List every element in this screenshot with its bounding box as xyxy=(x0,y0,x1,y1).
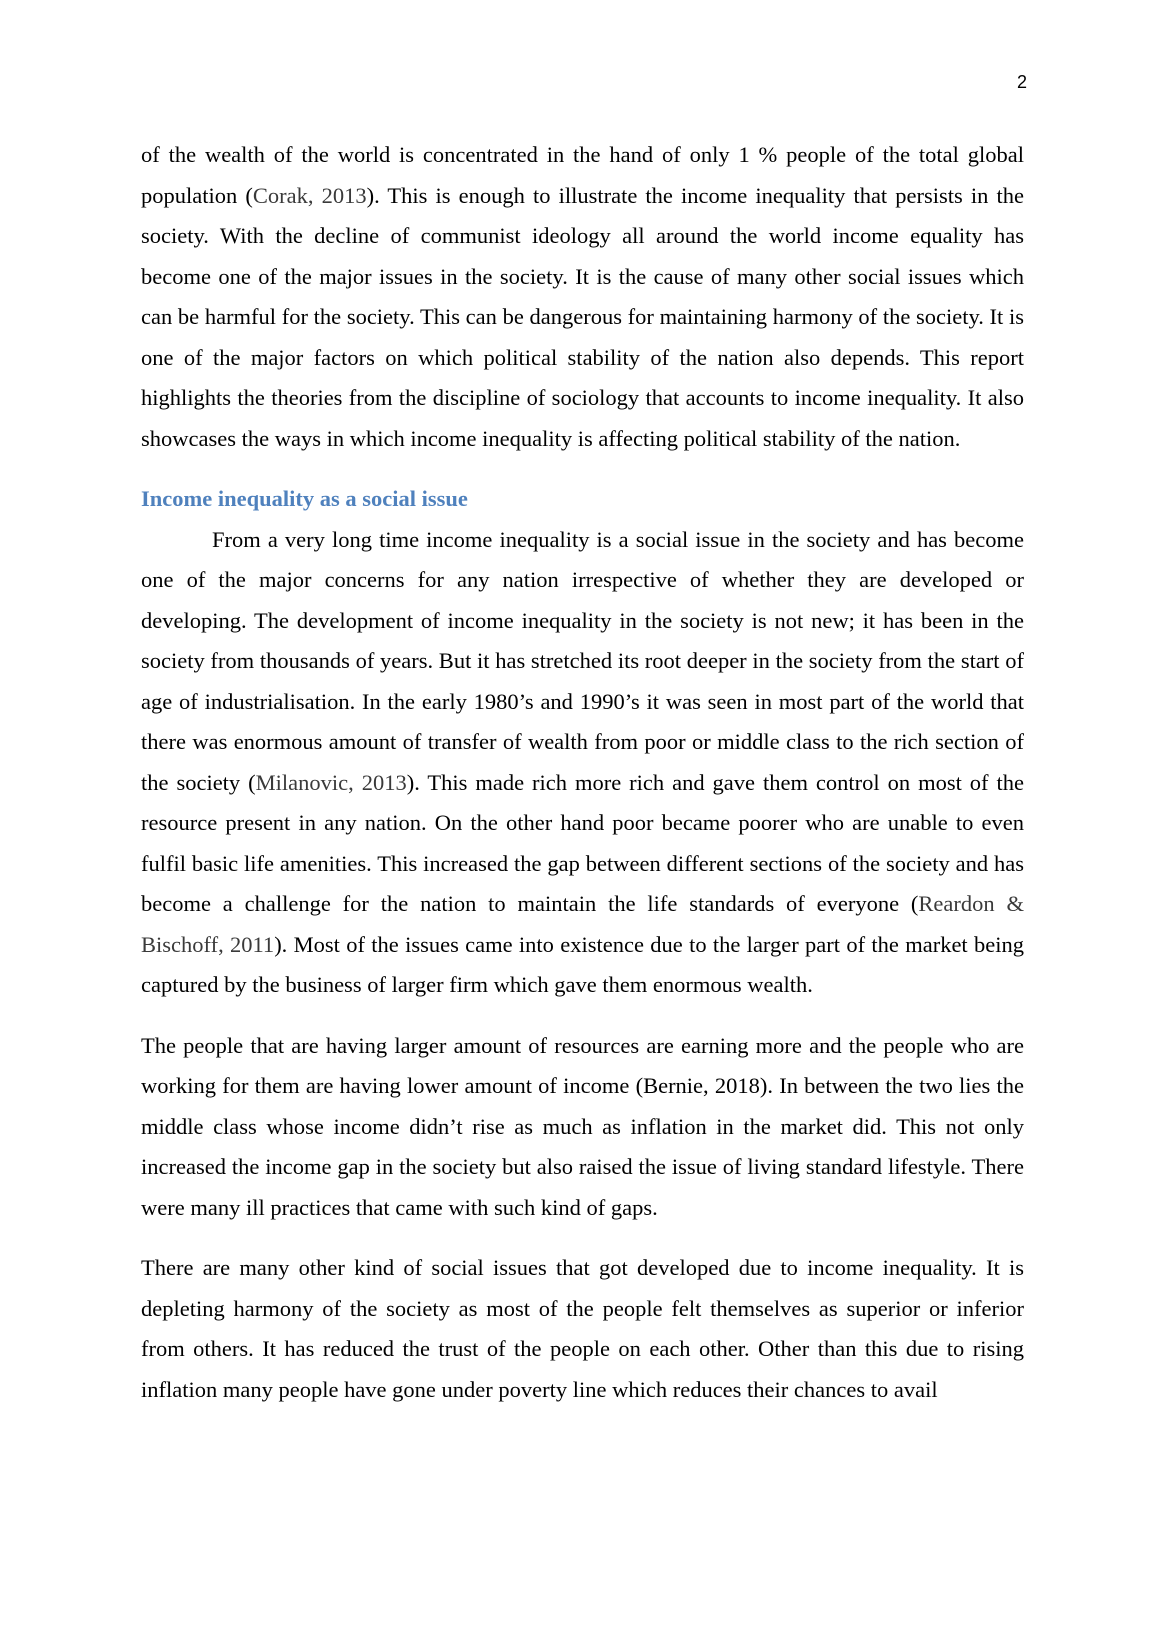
paragraph-intro xyxy=(141,135,1024,459)
paragraph-intro-text-end: ). This is enough to illustrate the income inequality that persists in the society. With the decline of communist ideology all around the world income equality has become one of the major issues in the society. It is the cause of many other social issues which can be harmful for the society. This can be dangerous for maintaining harmony of the society. It is one of the major factors on which political stability of the nation also depends. This report highlights the theories from the discipline of sociology that accounts to income inequality. It also showcases the ways in which income inequality is affecting political stability of the nation. xyxy=(141,182,1024,451)
paragraph-text-part3: ). Most of the issues came into existence due to the larger part of the market being captured by the business of larger firm which gave them enormous wealth. xyxy=(141,931,1024,997)
citation-reardon-bischoff: Reardon & Bischoff, 2011 xyxy=(141,891,1024,957)
paragraph-income-inequality xyxy=(141,520,1024,1006)
paragraph-social-issues: There are many other kind of social issues that got developed due to income inequality. It is depleting harmony of the society as most of the people felt themselves as superior or inferior from others. It has reduced the trust of the people on each other. Other than this due to rising inflation many people have gone under poverty line which reduces their chances to avail xyxy=(141,1255,1024,1402)
citation-corak: Corak, 2013 xyxy=(252,182,367,208)
paragraph-text-part2: ). This made rich more rich and gave them control on most of the resource present in any nation. On the other hand poor became poorer who are unable to even fulfil basic life amenities. This increased the gap between different sections of the society and has become a challenge for the nation to maintain the life standards of everyone ( xyxy=(141,769,1024,916)
section-heading: Income inequality as a social issue xyxy=(141,486,468,511)
citation-milanovic: Milanovic, 2013 xyxy=(255,769,407,795)
page-number: 2 xyxy=(1016,72,1027,92)
paragraph-text-part1: From a very long time income inequality is a social issue in the society and has become one of the major concerns for any nation irrespective of whether they are developed or developing. The development of income inequality in the society is not new; it has been in the society from thousands of years. But it has stretched its root deeper in the society from the start of age of industrialisation. In the early 1980’s and 1990’s it was seen in most part of the world that there was enormous amount of transfer of wealth from poor or middle class to the rich section of the society ( xyxy=(141,526,1024,795)
document-body xyxy=(141,135,1024,1410)
paragraph-intro-text-start: of the wealth of the world is concentrated in the hand of only 1 % people of the total global population ( xyxy=(141,142,1024,208)
paragraph-resources: The people that are having larger amount of resources are earning more and the people who are working for them are having lower amount of income (Bernie, 2018). In between the two lies the middle class whose income didn’t rise as much as inflation in the market did. This not only increased the income gap in the society but also raised the issue of living standard lifestyle. There were many ill practices that came with such kind of gaps. xyxy=(141,1032,1024,1220)
